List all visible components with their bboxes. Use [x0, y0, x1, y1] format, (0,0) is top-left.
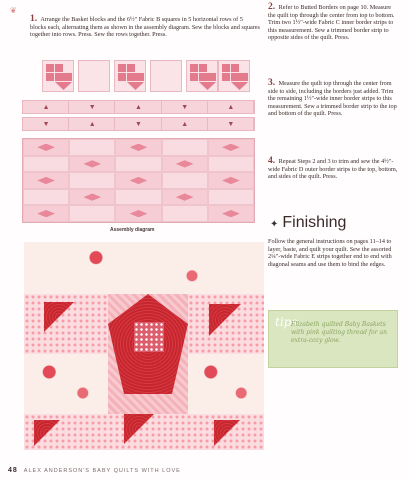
finishing-heading — [270, 214, 346, 232]
pin-icon: ✦ — [270, 219, 279, 230]
tips-box — [268, 310, 398, 368]
assembly-row: ▼ ▲ ▼ ▲ ▼ — [22, 117, 255, 131]
page-number: 48 — [8, 467, 18, 474]
step-text: Refer to Butted Borders on page 10. Measure the quilt top through the center from top to bottom. Trim two 1½"-wide Fabric C inner border strips to this measurement. Sew a trimmed border strip to opposite sides of the quilt. Press. — [268, 4, 395, 42]
step-3 — [268, 80, 398, 118]
basket-block — [218, 60, 250, 92]
block-examples-left — [42, 60, 218, 94]
assembly-rows — [22, 100, 255, 134]
tips-label: tips — [275, 315, 298, 329]
step-text: Repeat Steps 2 and 3 to trim and sew the 4½"-wide Fabric D outer border strips to the top, bottom, and sides of the quilt. Press. — [268, 158, 398, 181]
step-number: 4. — [268, 156, 276, 166]
page-footer — [8, 467, 181, 474]
basket-block — [42, 60, 74, 92]
step-2 — [268, 4, 398, 42]
diagram-caption: Assembly diagram — [110, 227, 155, 233]
plain-square — [150, 60, 182, 92]
block-example-right — [218, 60, 250, 94]
basket-block — [186, 60, 218, 92]
step-number: 2. — [268, 2, 276, 12]
basket-block — [114, 60, 146, 92]
assembly-row: ▲ ▼ ▲ ▼ ▲ — [22, 100, 255, 114]
step-text: Arrange the Basket blocks and the 6½" Fabric B squares in 5 horizontal rows of 5 blocks each, alternating them as shown in the assembly diagram. Sew the blocks and squares together into rows. Press. Sew the rows together. Press. — [30, 16, 260, 39]
plain-square — [78, 60, 110, 92]
step-number: 3. — [268, 78, 276, 88]
flower-icon: ❦ — [10, 6, 17, 15]
step-4 — [268, 158, 398, 181]
assembly-diagram — [22, 138, 255, 223]
tips-text: Elizabeth quilted Baby Baskets with pink quilting thread for an extra-cozy glow. — [291, 321, 387, 344]
finishing-title: Finishing — [282, 214, 347, 231]
quilt-photo — [24, 242, 264, 450]
step-1 — [30, 16, 260, 39]
finishing-text: Follow the general instructions on pages 11–14 to layer, baste, and quilt your quilt. Sew the assorted 2¼"-wide Fabric E strips together end to end with diagonal seams and use them to bind the edges. — [268, 238, 392, 268]
step-text: Measure the quilt top through the center from side to side, including the borders just added. Trim the remaining 1½"-wide inner border strips to this measurement. Sew a trimmed border strip to the top and bottom of the quilt. Press. — [268, 80, 397, 118]
book-title: ALEX ANDERSON'S BABY QUILTS WITH LOVE — [23, 468, 181, 474]
step-number: 1. — [30, 14, 38, 24]
